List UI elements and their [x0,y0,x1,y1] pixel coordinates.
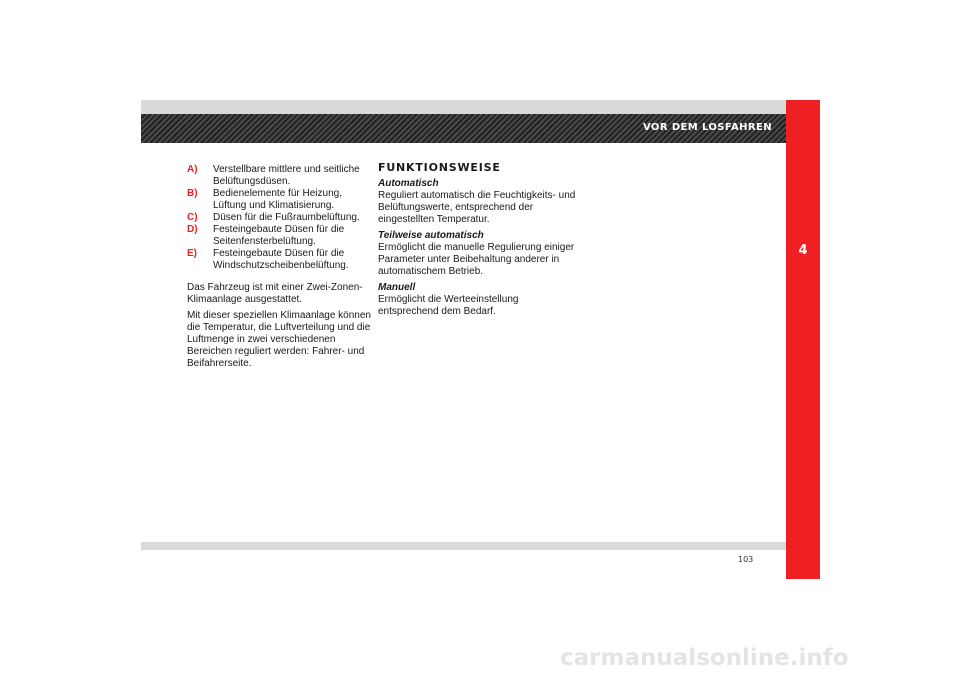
mode-title-semi-automatic: Teilweise automatisch [378,230,484,241]
chapter-tab[interactable] [786,100,820,579]
mode-title-automatic: Automatisch [378,178,439,189]
legend-item [187,248,372,272]
legend-letter: C) [187,212,198,223]
legend-letter: D) [187,224,198,235]
description-paragraph: Mit dieser speziellen Klimaanlage können die Temperatur, die Luftverteilung und die Luftmenge in zwei verschiedenen Bereichen reguliert werden: Fahrer- und Beifahrerseite. [187,310,371,369]
legend-text: Verstellbare mittlere und seitliche Belüftungsdüsen. [213,164,360,187]
page-number: 103 [738,555,754,564]
header-bar [141,114,786,143]
mode-text-semi-automatic: Ermöglicht die manuelle Regulierung einiger Parameter unter Beibehaltung anderer in automatischem Betrieb. [378,242,575,277]
legend-text: Düsen für die Fußraumbelüftung. [213,212,360,223]
mode-text-automatic: Reguliert automatisch die Feuchtigkeits- und Belüftungswerte, entsprechend der eingestellten Temperatur. [378,190,576,225]
legend-letter: B) [187,188,198,199]
chapter-number: 4 [798,243,808,258]
intro-paragraph: Das Fahrzeug ist mit einer Zwei-Zonen-Klimaanlage ausgestattet. [187,282,363,305]
left-column [187,164,372,370]
mode-text-manual: Ermöglicht die Werteeinstellung entsprechend dem Bedarf. [378,294,519,317]
mode-title-manual: Manuell [378,282,416,293]
legend-letter: E) [187,248,197,259]
legend-text: Bedienelemente für Heizung, Lüftung und Klimatisierung. [213,188,342,211]
section-heading: FUNKTIONSWEISE [378,161,501,174]
legend-text: Festeingebaute Düsen für die Windschutzscheibenbelüftung. [213,248,349,271]
legend-text: Festeingebaute Düsen für die Seitenfensterbelüftung. [213,224,345,247]
header-top-band [141,100,786,114]
right-column [378,162,578,318]
footer-band [141,542,786,550]
legend-item [187,188,372,212]
header-title: VOR DEM LOSFAHREN [642,122,772,133]
legend-item [187,164,372,188]
legend-item [187,212,372,224]
watermark: carmanualsonline.info [560,645,849,671]
legend-letter: A) [187,164,198,175]
legend-item [187,224,372,248]
